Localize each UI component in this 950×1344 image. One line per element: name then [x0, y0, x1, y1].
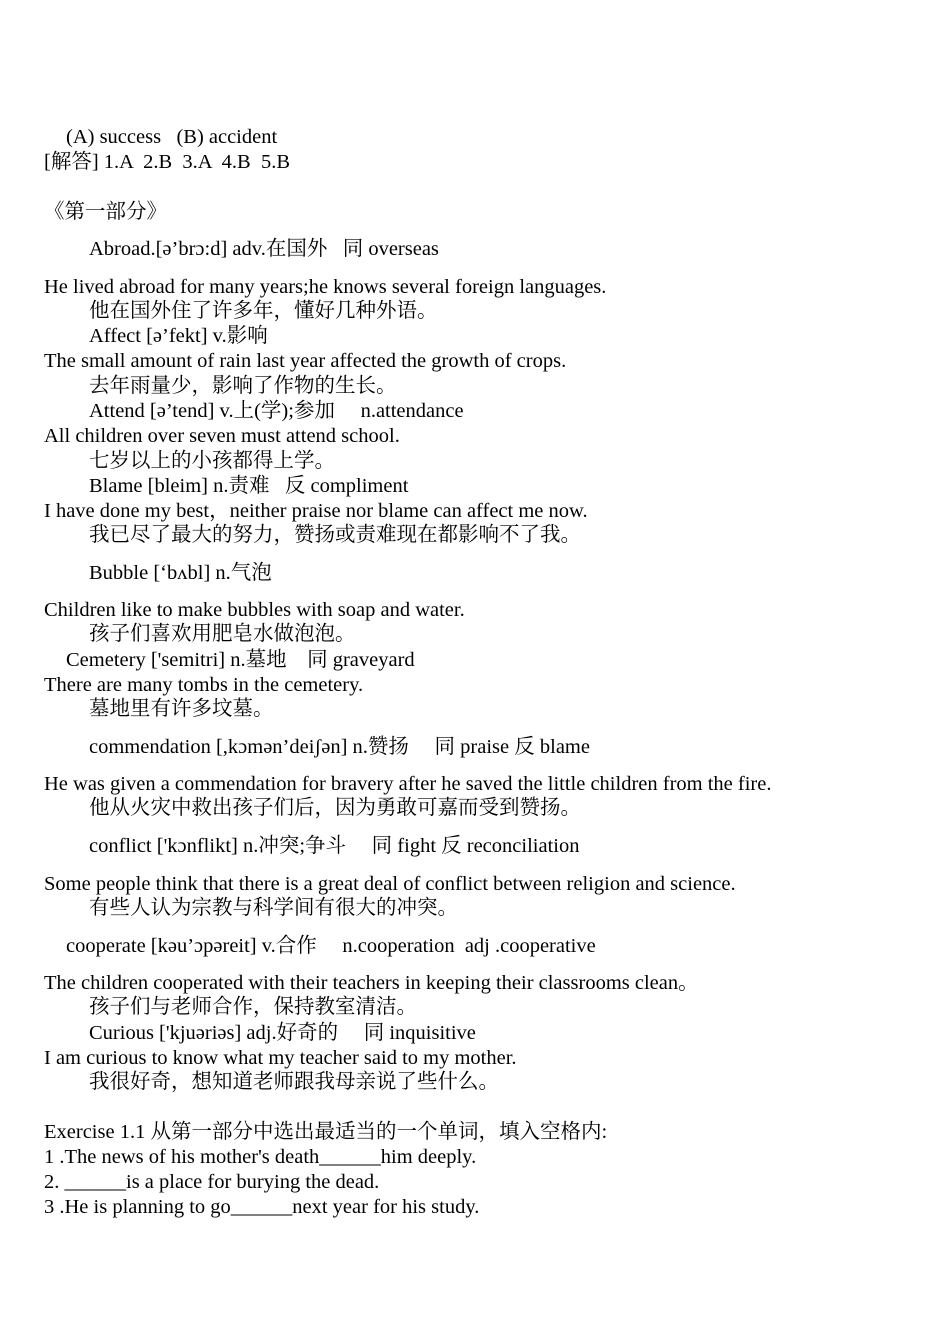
vocab-entry-curious: Curious ['kjuəriəs] adj.好奇的 同 inquisitive	[89, 1022, 476, 1044]
exercise-heading: Exercise 1.1 从第一部分中选出最适当的一个单词，填入空格内:	[44, 1121, 608, 1143]
example-sentence-zh: 有些人认为宗教与科学间有很大的冲突。	[89, 897, 458, 919]
example-sentence-zh: 我已尽了最大的努力，赞扬或责难现在都影响不了我。	[89, 524, 581, 546]
example-sentence-zh: 我很好奇，想知道老师跟我母亲说了些什么。	[89, 1071, 499, 1093]
vocab-entry-conflict: conflict ['kɔnflikt] n.冲突;争斗 同 fight 反 reconciliation	[89, 835, 580, 857]
vocab-entry-abroad: Abroad.[ə’brɔ:d] adv.在国外 同 overseas	[89, 238, 439, 260]
example-sentence-zh: 孩子们喜欢用肥皂水做泡泡。	[89, 623, 356, 645]
example-sentence-zh: 他从火灾中救出孩子们后，因为勇敢可嘉而受到赞扬。	[89, 797, 581, 819]
example-sentence-zh: 孩子们与老师合作，保持教室清洁。	[89, 996, 417, 1018]
answer-key: [解答] 1.A 2.B 3.A 4.B 5.B	[44, 151, 291, 173]
exercise-question-1: 1 .The news of his mother's death______him deeply.	[44, 1146, 477, 1168]
example-sentence-en: I have done my best，neither praise nor blame can affect me now.	[44, 500, 588, 522]
example-sentence-en: There are many tombs in the cemetery.	[44, 674, 364, 696]
vocab-entry-commendation: commendation [,kɔmən’deiʃən] n.赞扬 同 praise 反 blame	[89, 736, 590, 758]
example-sentence-en: He was given a commendation for bravery after he saved the little children from the fire.	[44, 773, 772, 795]
example-sentence-en: The small amount of rain last year affected the growth of crops.	[44, 350, 567, 372]
vocab-entry-cooperate: cooperate [kəu’ɔpəreit] v.合作 n.cooperation adj .cooperative	[66, 935, 596, 957]
example-sentence-zh: 墓地里有许多坟墓。	[89, 698, 274, 720]
example-sentence-en: Some people think that there is a great deal of conflict between religion and science.	[44, 873, 736, 895]
answer-options: (A) success (B) accident	[66, 126, 278, 148]
example-sentence-zh: 他在国外住了许多年，懂好几种外语。	[89, 300, 438, 322]
section-heading: 《第一部分》	[44, 201, 167, 223]
exercise-question-3: 3 .He is planning to go______next year for his study.	[44, 1196, 480, 1218]
vocab-entry-affect: Affect [ə’fekt] v.影响	[89, 325, 268, 347]
example-sentence-zh: 去年雨量少，影响了作物的生长。	[89, 375, 397, 397]
vocab-entry-cemetery: Cemetery ['semitri] n.墓地 同 graveyard	[66, 649, 415, 671]
example-sentence-en: He lived abroad for many years;he knows several foreign languages.	[44, 276, 607, 298]
example-sentence-en: All children over seven must attend school.	[44, 425, 400, 447]
vocab-entry-blame: Blame [bleim] n.责难 反 compliment	[89, 475, 409, 497]
exercise-question-2: 2. ______is a place for burying the dead.	[44, 1171, 380, 1193]
example-sentence-zh: 七岁以上的小孩都得上学。	[89, 450, 335, 472]
example-sentence-en: Children like to make bubbles with soap and water.	[44, 599, 465, 621]
vocab-entry-bubble: Bubble [‘bʌbl] n.气泡	[89, 562, 272, 584]
example-sentence-en: The children cooperated with their teachers in keeping their classrooms clean。	[44, 972, 699, 994]
vocab-entry-attend: Attend [ə’tend] v.上(学);参加 n.attendance	[89, 400, 464, 422]
example-sentence-en: I am curious to know what my teacher said to my mother.	[44, 1047, 517, 1069]
